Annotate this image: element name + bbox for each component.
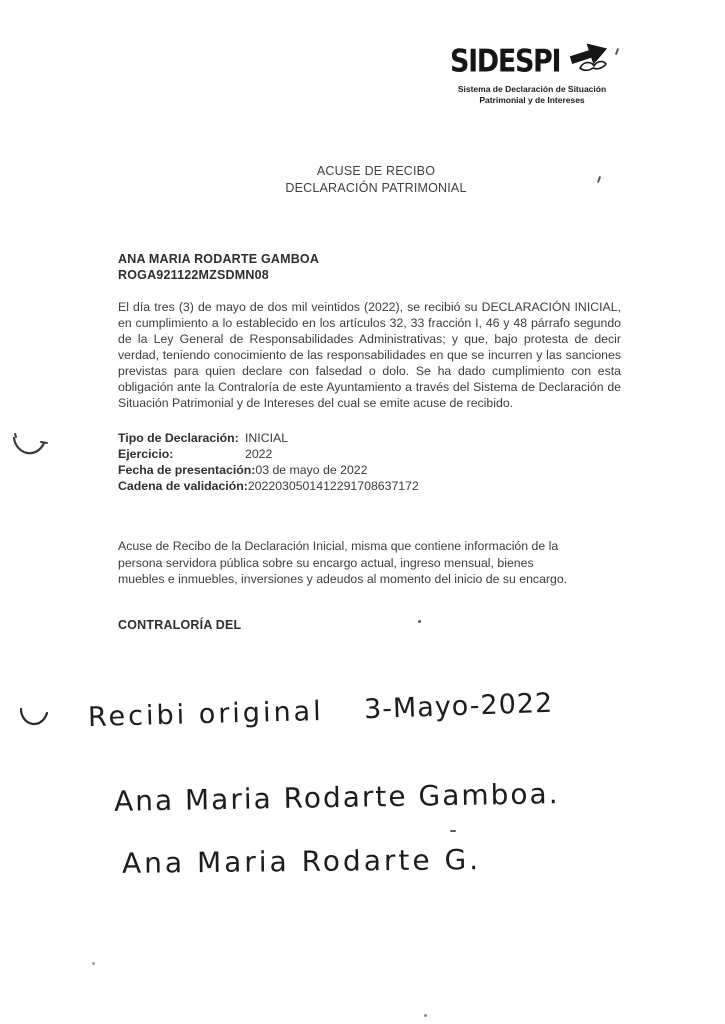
pen-mark-curve-upper	[10, 428, 52, 471]
declarant-name: ANA MARIA RODARTE GAMBOA	[118, 252, 320, 266]
handwritten-date-note: 3-Mayo-2022	[363, 687, 554, 726]
scan-speck	[450, 830, 456, 832]
logo-tagline	[446, 84, 618, 106]
field-label: Ejercicio:	[118, 447, 174, 461]
handwritten-signature-short: Ana Maria Rodarte G.	[121, 843, 482, 880]
field-label: Fecha de presentación:	[118, 463, 256, 477]
arrow-up-right-icon	[566, 34, 614, 83]
logo-tagline-line1: Sistema de Declaración de Situación	[457, 84, 607, 94]
logo-wordmark: SIDESPI	[449, 43, 560, 80]
sidespi-logo	[446, 40, 618, 106]
receipt-paragraph: El día tres (3) de mayo de dos mil veintidos (2022), se recibió su DECLARACIÓN INICIAL, en cumplimiento a lo establecido en los artículos 32, 33 fracción I, 46 y 48 párrafo segundo de la Ley General de Responsabilidades Administrativas; y que, bajo protesta de decir verdad, teniendo conocimiento de las responsabilidades en que se incurren y las sanciones previstas para quien declare con falsedad o dolo. Se ha dado cumplimiento con esta obligación ante la Contraloría de este Ayuntamiento a través del Sistema de Declaración de Situación Patrimonial y de Intereses del cual se emite acuse de recibido.	[118, 300, 621, 410]
document-title-line2: DECLARACIÓN PATRIMONIAL	[285, 180, 467, 195]
declarant-block	[118, 252, 319, 283]
document-title	[0, 163, 725, 197]
field-row-cadena	[118, 478, 419, 494]
handwritten-received-note: Recibi original	[87, 695, 325, 734]
pen-mark-curve-lower	[16, 701, 56, 742]
field-label: Tipo de Declaración:	[118, 431, 239, 445]
scan-speck	[92, 962, 95, 965]
field-value: INICIAL	[245, 431, 289, 445]
field-row-tipo	[118, 430, 419, 446]
scan-speck	[424, 1014, 427, 1017]
declarant-curp: ROGA921122MZSDMN08	[118, 267, 269, 282]
field-value: 03 de mayo de 2022	[255, 463, 368, 477]
declaration-fields	[118, 430, 419, 494]
scan-speck	[418, 620, 421, 623]
contraloria-label: CONTRALORÍA DEL	[118, 618, 242, 632]
field-value: 2022030501412291708637172	[247, 479, 419, 493]
handwritten-signature-full: Ana Maria Rodarte Gamboa.	[113, 777, 560, 818]
acuse-description-paragraph: Acuse de Recibo de la Declaración Inicial, misma que contiene información de la persona servidora pública sobre su encargo actual, ingreso mensual, bienes muebles e inmuebles, inversiones y adeudos al momento del inicio de su encargo.	[118, 539, 568, 586]
document-title-line1: ACUSE DE RECIBO	[316, 164, 436, 178]
field-row-ejercicio	[118, 446, 419, 462]
scan-speck	[615, 48, 619, 55]
field-value: 2022	[245, 447, 273, 461]
field-row-fecha	[118, 462, 419, 478]
logo-tagline-line2: Patrimonial y de Intereses	[479, 95, 585, 106]
field-label: Cadena de validación:	[118, 479, 248, 493]
